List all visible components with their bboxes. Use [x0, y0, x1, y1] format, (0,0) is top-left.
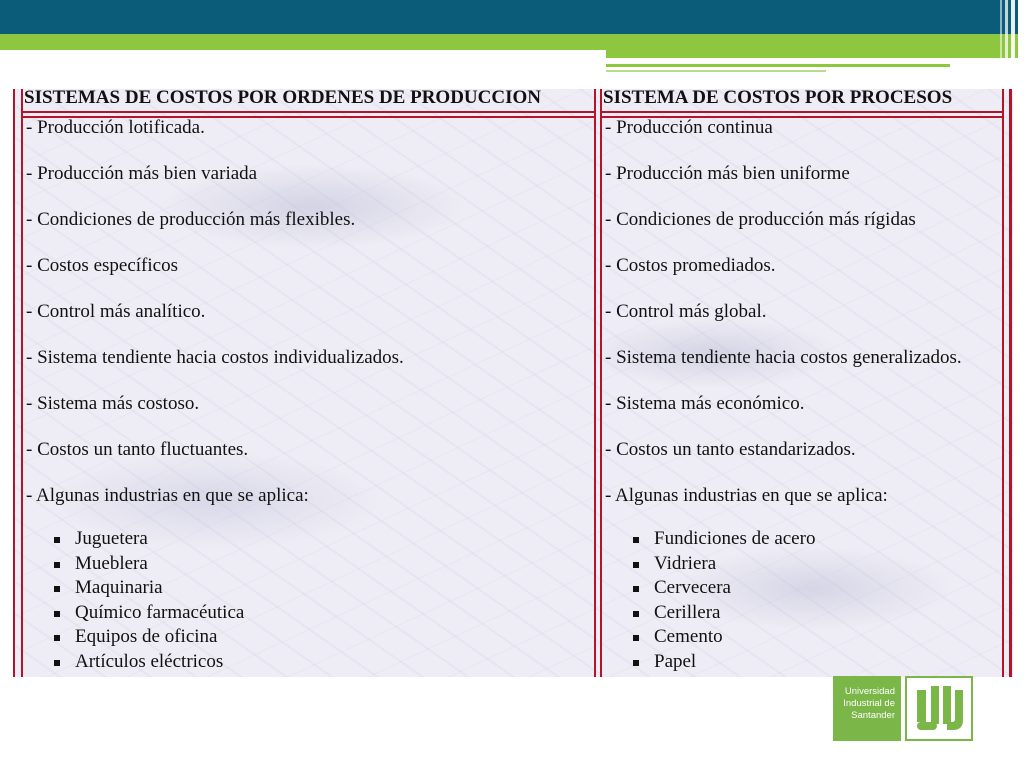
square-bullet-icon [54, 611, 60, 617]
list-item: - Producción lotificada. [26, 117, 205, 138]
industry-label: Cemento [654, 626, 723, 648]
table-border-right [1009, 89, 1012, 677]
list-item: - Control más analítico. [26, 301, 206, 322]
industry-label: Mueblera [75, 552, 148, 574]
list-item: - Sistema más costoso. [26, 393, 200, 414]
square-bullet-icon [633, 537, 639, 543]
processes-characteristics-list [605, 116, 1000, 530]
industry-item [630, 625, 815, 650]
list-item: - Producción más bien uniforme [605, 163, 850, 184]
industry-item [51, 601, 244, 626]
logo-line-2: Industrial de [843, 698, 895, 709]
square-bullet-icon [54, 660, 60, 666]
industry-item [630, 576, 815, 601]
list-item: - Algunas industrias en que se aplica: [26, 485, 309, 506]
square-bullet-icon [633, 611, 639, 617]
list-item: - Sistema tendiente hacia costos individualizados. [26, 347, 404, 368]
processes-column-header: SISTEMA DE COSTOS POR PROCESOS [600, 89, 1004, 113]
header-stripes [990, 0, 1024, 70]
list-item: - Costos promediados. [605, 255, 776, 276]
square-bullet-icon [633, 635, 639, 641]
industry-label: Equipos de oficina [75, 626, 218, 648]
list-item: - Producción continua [605, 117, 773, 138]
list-item: - Producción más bien variada [26, 163, 258, 184]
square-bullet-icon [633, 660, 639, 666]
industry-item [51, 576, 244, 601]
industry-item [630, 552, 815, 577]
industry-label: Químico farmacéutica [75, 601, 245, 623]
logo-line-3: Santander [851, 710, 895, 721]
industry-label: Cerillera [654, 601, 721, 623]
green-accent-line [606, 64, 950, 67]
green-accent-band [0, 34, 1024, 50]
list-item: - Sistema tendiente hacia costos generalizados. [605, 347, 962, 368]
comparison-table-image [13, 89, 1013, 677]
industry-item [630, 527, 815, 552]
list-item: - Algunas industrias en que se aplica: [605, 485, 888, 506]
processes-industries-list [630, 527, 815, 675]
square-bullet-icon [54, 635, 60, 641]
industry-item [630, 601, 815, 626]
square-bullet-icon [633, 562, 639, 568]
industry-label: Papel [654, 650, 697, 672]
green-accent-line-thin [606, 70, 826, 72]
industry-item [51, 625, 244, 650]
logo-wordmark [833, 676, 901, 741]
green-accent-band-secondary [606, 50, 1024, 58]
list-item: - Condiciones de producción más flexibles. [26, 209, 356, 230]
orders-column-header: SISTEMAS DE COSTOS POR ORDENES DE PRODUCCION [21, 89, 596, 113]
industry-label: Maquinaria [75, 577, 163, 599]
industry-item [51, 552, 244, 577]
square-bullet-icon [54, 537, 60, 543]
industry-label: Cervecera [654, 577, 731, 599]
square-bullet-icon [54, 562, 60, 568]
list-item: - Costos un tanto estandarizados. [605, 439, 856, 460]
industry-label: Juguetera [75, 528, 148, 549]
list-item: - Control más global. [605, 301, 767, 322]
square-bullet-icon [54, 586, 60, 592]
industry-label: Vidriera [654, 552, 717, 574]
industry-item [630, 650, 815, 675]
industry-item [51, 527, 244, 552]
list-item: - Sistema más económico. [605, 393, 805, 414]
uis-emblem-icon [905, 676, 973, 741]
orders-industries-list [51, 527, 244, 675]
header-band [0, 0, 1024, 34]
orders-column [21, 89, 596, 677]
industry-label: Artículos eléctricos [75, 650, 224, 672]
square-bullet-icon [633, 586, 639, 592]
industry-label: Fundiciones de acero [654, 528, 816, 549]
table-border-left [13, 89, 15, 677]
list-item: - Costos específicos [26, 255, 178, 276]
university-logo [833, 676, 973, 741]
list-item: - Condiciones de producción más rígidas [605, 209, 916, 230]
processes-column [600, 89, 1004, 677]
list-item: - Costos un tanto fluctuantes. [26, 439, 249, 460]
industry-item [51, 650, 244, 675]
orders-characteristics-list [26, 116, 592, 530]
logo-line-1: Universidad [844, 686, 895, 697]
